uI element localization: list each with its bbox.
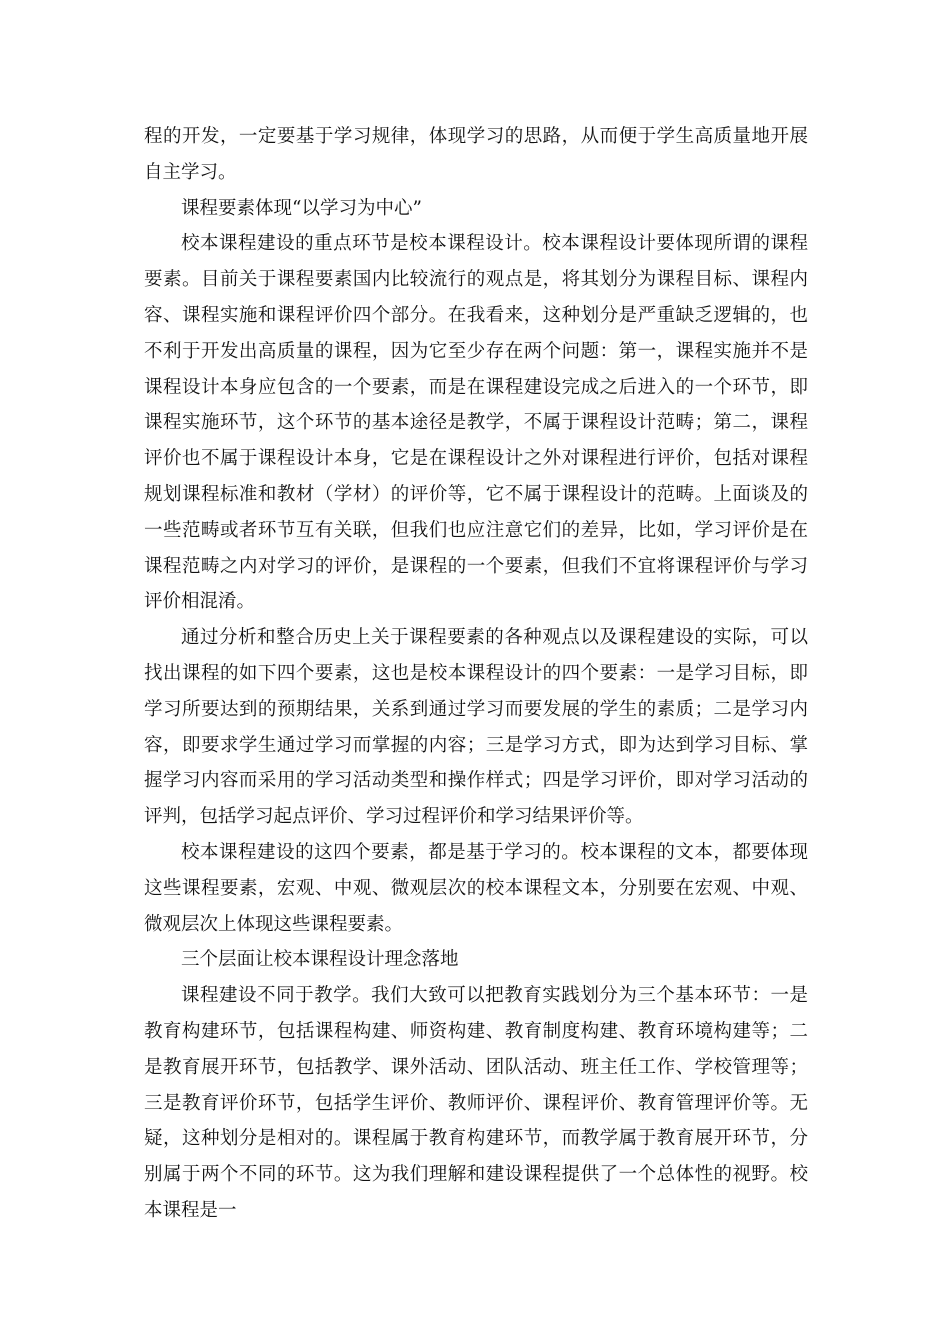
section-heading-three-levels: 三个层面让校本课程设计理念落地 bbox=[181, 949, 459, 971]
document-page bbox=[144, 119, 808, 1229]
section-heading-learning-centered: 课程要素体现“以学习为中心” bbox=[181, 197, 422, 219]
paragraph-5: 课程建设不同于教学。我们大致可以把教育实践划分为三个基本环节：一是教育构建环节，包括课程构建、师资构建、教育制度构建、教育环境构建等；二是教育展开环节，包括教学、课外活动、团队活动、班主任工作、学校管理等；三是教育评价环节，包括学生评价、教师评价、课程评价、教育管理评价等。无疑，这种划分是相对的。课程属于教育构建环节，而教学属于教育展开环节，分别属于两个不同的环节。这为我们理解和建设课程提供了一个总体性的视野。校本课程是一 bbox=[144, 985, 808, 1221]
paragraph-4: 校本课程建设的这四个要素，都是基于学习的。校本课程的文本，都要体现这些课程要素，宏观、中观、微观层次的校本课程文本，分别要在宏观、中观、微观层次上体现这些课程要素。 bbox=[144, 841, 808, 935]
paragraph-3: 通过分析和整合历史上关于课程要素的各种观点以及课程建设的实际，可以找出课程的如下四个要素，这也是校本课程设计的四个要素：一是学习目标，即学习所要达到的预期结果，关系到通过学习而要发展的学生的素质；二是学习内容，即要求学生通过学习而掌握的内容；三是学习方式，即为达到学习目标、掌握学习内容而采用的学习活动类型和操作样式；四是学习评价，即对学习活动的评判，包括学习起点评价、学习过程评价和学习结果评价等。 bbox=[144, 627, 808, 828]
paragraph-1: 程的开发，一定要基于学习规律，体现学习的思路，从而便于学生高质量地开展自主学习。 bbox=[144, 126, 808, 183]
paragraph-2: 校本课程建设的重点环节是校本课程设计。校本课程设计要体现所谓的课程要素。目前关于课程要素国内比较流行的观点是，将其划分为课程目标、课程内容、课程实施和课程评价四个部分。在我看来，这种划分是严重缺乏逻辑的，也不利于开发出高质量的课程，因为它至少存在两个问题：第一，课程实施并不是课程设计本身应包含的一个要素，而是在课程建设完成之后进入的一个环节，即课程实施环节，这个环节的基本途径是教学，不属于课程设计范畴；第二，课程评价也不属于课程设计本身，它是在课程设计之外对课程进行评价，包括对课程规划课程标准和教材（学材）的评价等，它不属于课程设计的范畴。上面谈及的一些范畴或者环节互有关联，但我们也应注意它们的差异，比如，学习评价是在课程范畴之内对学习的评价，是课程的一个要素，但我们不宜将课程评价与学习评价相混淆。 bbox=[144, 233, 808, 613]
